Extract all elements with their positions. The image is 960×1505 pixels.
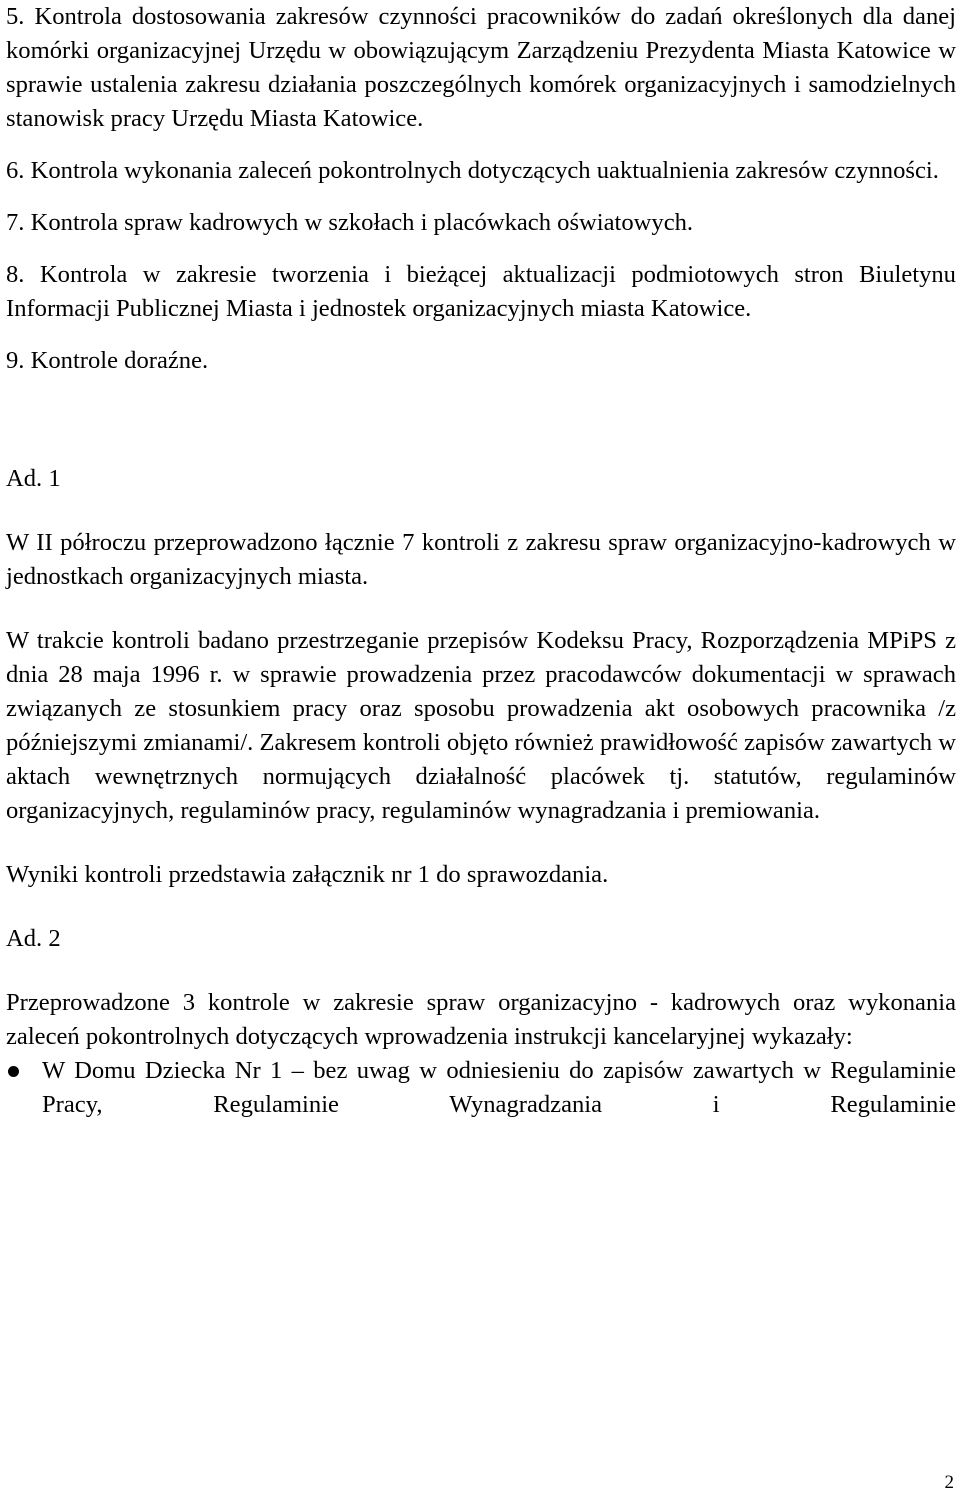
ad1-paragraph-2: W trakcie kontroli badano przestrzeganie przepisów Kodeksu Pracy, Rozporządzenia MPiPS z dnia 28 maja 1996 r. w sprawie prowadzenia przez pracodawców dokumentacji w sprawach związanych ze stosunkiem pracy oraz sposobu prowadzenia akt osobowych pracownika /z późniejszymi zmianami/. Zakresem kontroli objęto również prawidłowość zapisów zawartych w aktach wewnętrznych normujących działalność placówek tj. statutów, regulaminów organizacyjnych, regulaminów pracy, regulaminów wynagradzania i premiowania. [6, 627, 956, 824]
ad1-paragraph-1: W II półroczu przeprowadzono łącznie 7 kontroli z zakresu spraw organizacyjno-kadrowych w jednostkach organizacyjnych miasta. [6, 529, 956, 590]
list-text: Kontrola w zakresie tworzenia i bieżącej aktualizacji podmiotowych stron Biuletynu Informacji Publicznej Miasta i jednostek organizacyjnych miasta Katowice. [6, 261, 956, 322]
ad2-bullet-list [6, 1054, 956, 1122]
list-item-5 [6, 0, 956, 136]
ad2-intro: Przeprowadzone 3 kontrole w zakresie spraw organizacyjno - kadrowych oraz wykonania zaleceń pokontrolnych dotyczących wprowadzenia instrukcji kancelaryjnej wykazały: [6, 989, 956, 1050]
list-number: 5. [6, 3, 25, 30]
list-item [6, 1054, 956, 1122]
list-number: 6. [6, 157, 25, 184]
document-page [6, 0, 956, 1122]
list-text: Kontrola spraw kadrowych w szkołach i placówkach oświatowych. [30, 209, 694, 236]
list-number: 7. [6, 209, 25, 236]
section-heading-ad1: Ad. 1 [6, 465, 61, 492]
list-text: Kontrola dostosowania zakresów czynności pracowników do zadań określonych dla danej komórki organizacyjnej Urzędu w obowiązującym Zarządzeniu Prezydenta Miasta Katowice w sprawie ustalenia zakresu działania poszczególnych komórek organizacyjnych i samodzielnych stanowisk pracy Urzędu Miasta Katowice. [6, 3, 957, 132]
list-item-7 [6, 206, 956, 240]
list-item-8 [6, 258, 956, 326]
list-number: 9. [6, 347, 25, 374]
ad1-paragraph-3: Wyniki kontroli przedstawia załącznik nr 1 do sprawozdania. [6, 861, 609, 888]
section-heading-ad2: Ad. 2 [6, 925, 61, 952]
list-text: Kontrola wykonania zaleceń pokontrolnych dotyczących uaktualnienia zakresów czynności. [30, 157, 939, 184]
bullet-text: W Domu Dziecka Nr 1 – bez uwag w odniesieniu do zapisów zawartych w Regulaminie Pracy, Regulaminie Wynagradzania i Regulaminie [42, 1057, 956, 1118]
page-number: 2 [944, 1472, 954, 1493]
bullet-icon [8, 1066, 19, 1077]
list-item-6 [6, 154, 956, 188]
list-item-9 [6, 344, 956, 378]
list-number: 8. [6, 261, 25, 288]
list-text: Kontrole doraźne. [30, 347, 209, 374]
